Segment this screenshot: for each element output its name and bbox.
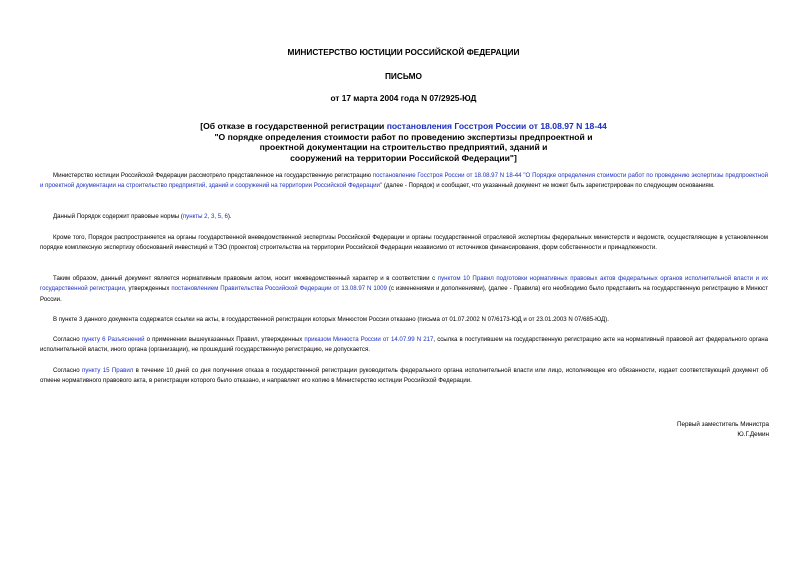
paragraph-2	[40, 212, 768, 222]
title-text: [Об отказе в государственной регистрации	[200, 121, 387, 131]
paragraph-text: В пункте 3 данного документа содержатся ссылки на акты, в государственной регистрации которых Минюстом России отказано (письма от 01.07.2002 N 07/6173-ЮД и от 23.01.2003 N 07/685-ЮД).	[53, 316, 609, 323]
government-decree-link[interactable]: постановлением Правительства Российской Федерации от 13.08.97 N 1009	[171, 285, 387, 293]
paragraph-text: Таким образом, данный документ является нормативным правовым актом, носит межведомственный характер и в соответствии с	[53, 275, 438, 282]
paragraph-5	[40, 315, 768, 325]
signatory-position: Первый заместитель Министра	[676, 421, 769, 428]
paragraph-text: , ссылка в поступившем на государственную регистрацию акте на нормативный правовой акт федерального органа исполнительной власти, иного органа (организации), не прошедший государственную регистрацию, не допускается.	[40, 336, 769, 354]
paragraph-text: (далее - Порядок) и сообщает, что указанный документ не может быть зарегистрирован по следующим основаниям.	[382, 182, 715, 190]
title-line-1	[120, 121, 687, 132]
rules-clause-15-link[interactable]: пункту 15 Правил	[82, 367, 134, 374]
title-line-4: сооружений на территории Российской Федерации"]	[290, 152, 517, 163]
document-title	[120, 121, 687, 163]
paragraph-7	[40, 366, 768, 387]
paragraph-6	[40, 335, 768, 356]
paragraph-1	[40, 171, 768, 192]
explanations-link[interactable]: пункту 6 Разъяснений	[81, 336, 145, 343]
ministry-heading: МИНИСТЕРСТВО ЮСТИЦИИ РОССИЙСКОЙ ФЕДЕРАЦИИ	[287, 47, 520, 57]
signatory-name: Ю.Г.Демин	[737, 431, 769, 438]
paragraph-text: Министерство юстиции Российской Федерации рассмотрело представленное на государственную регистрацию	[53, 172, 373, 179]
clauses-link[interactable]: пункты 2, 3, 5, 6	[182, 213, 228, 220]
paragraph-text: , утвержденных	[124, 285, 172, 293]
paragraph-text: Кроме того, Порядок распространяется на органы государственной вневедомственной экспертизы Российской Федерации и органы государственной отраслевой экспертизы федеральных министерств и ведомств, осуществляющие в установленном порядке комплексную экспертизу обоснований инвестиций и ТЭО (проектов) строительства на территории Российской Федерации независимо от источников финансирования, форм собственности и принадлежности.	[40, 234, 768, 252]
paragraph-text: Данный Порядок содержит правовые нормы (	[53, 213, 183, 220]
title-line-2: "О порядке определения стоимости работ по проведению экспертизы предпроектной и	[214, 131, 593, 142]
paragraph-text: Согласно	[53, 367, 83, 374]
paragraph-4	[40, 274, 768, 305]
rules-clause-link[interactable]: пунктом 10 Правил подготовки нормативных правовых актов федеральных органов исполнительной власти и их государственной регистрации	[40, 275, 768, 293]
resolution-link[interactable]: постановление Госстроя России от 18.08.97 N 18-44 "О Порядке определения стоимости работ по проведению экспертизы предпроектной и проектной документации на строительство предприятий, зданий и сооружений на территории Российской Федерации"	[40, 172, 768, 190]
paragraph-text: о применении вышеуказанных Правил, утвержденных	[144, 336, 305, 343]
document-date-number: от 17 марта 2004 года N 07/2925-ЮД	[330, 93, 477, 103]
title-line-3: проектной документации на строительство предприятий, зданий и	[259, 142, 548, 153]
paragraph-text: (с изменениями и дополнениями), (далее - Правила) его необходимо было представить на государственную регистрацию в Минюст России.	[40, 285, 768, 303]
title-link[interactable]: постановления Госстроя России от 18.08.97 N 18-44	[386, 121, 607, 131]
paragraph-3	[40, 233, 768, 254]
paragraph-text: ).	[227, 213, 232, 220]
document-type: ПИСЬМО	[384, 71, 423, 81]
ministry-order-link[interactable]: приказом Минюста России от 14.07.99 N 217	[304, 336, 434, 343]
paragraph-text: в течение 10 дней со дня получения отказа в государственной регистрации руководитель федерального органа исполнительной власти или лицо, исполняющее его обязанности, издает соответствующий документ об отмене нормативного правового акта, в регистрации которого было отказано, и направляет его копию в Министерство юстиции Российской Федерации.	[40, 367, 768, 385]
paragraph-text: Согласно	[53, 336, 82, 343]
